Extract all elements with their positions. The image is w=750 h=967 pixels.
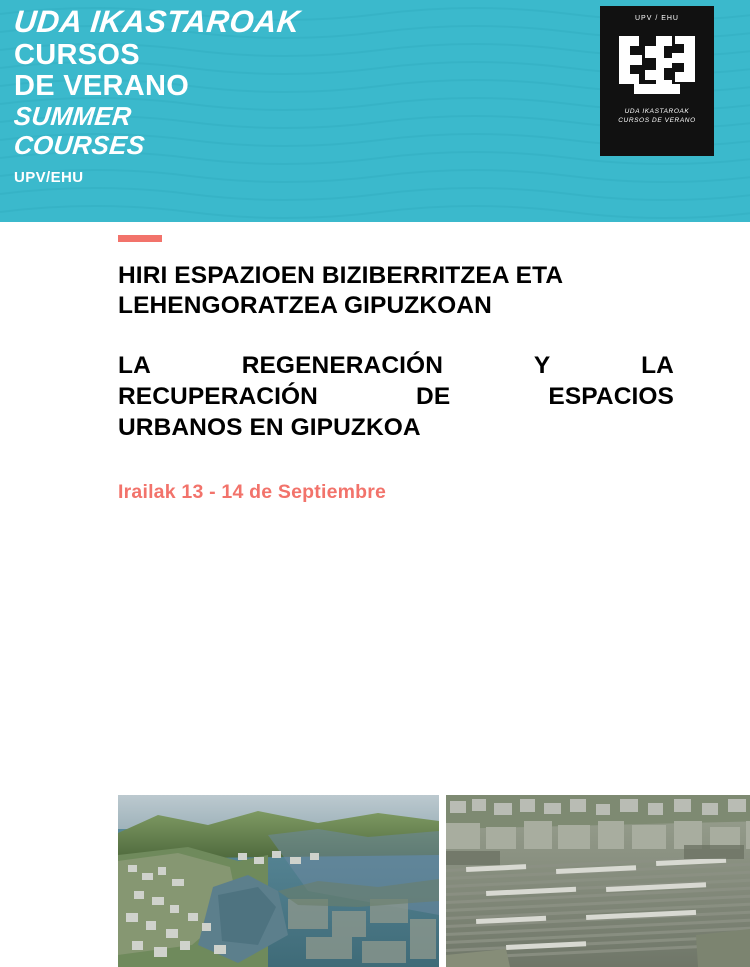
header-banner	[0, 0, 750, 222]
title-basque-line-2: LEHENGORATZEA GIPUZKOAN	[118, 292, 492, 319]
title-spanish	[118, 350, 674, 443]
brand-line-courses: COURSES	[12, 130, 147, 160]
aerial-photo-rail-yard	[446, 795, 750, 967]
brand-line-de-verano: DE VERANO	[14, 70, 190, 102]
accent-rule	[118, 235, 162, 242]
title-spanish-line-3: URBANOS EN GIPUZKOA	[118, 414, 421, 441]
brand-line-uda-ikastaroak: UDA IKASTAROAK	[12, 4, 302, 39]
logo-bottom-line-1: UDA IKASTAROAK	[624, 108, 690, 115]
brand-line-cursos: CURSOS	[14, 39, 140, 71]
logo-bottom-text	[600, 107, 714, 125]
upv-ehu-emblem-icon	[614, 28, 700, 102]
photo-strip	[118, 795, 750, 967]
title-basque-line-1: HIRI ESPAZIOEN BIZIBERRITZEA ETA	[118, 262, 564, 289]
upv-ehu-logo	[600, 6, 714, 156]
poster-content	[0, 235, 750, 504]
brand-line-upv-ehu: UPV/EHU	[14, 169, 84, 186]
title-basque	[118, 261, 698, 321]
title-block	[118, 261, 698, 443]
course-dates: Irailak 13 - 14 de Septiembre	[118, 481, 387, 503]
aerial-photo-coastal-port	[118, 795, 439, 967]
logo-top-text: UPV / EHU	[634, 15, 679, 22]
logo-bottom-line-2: CURSOS DE VERANO	[618, 117, 696, 124]
title-spanish-line-2: RECUPERACIÓN DE ESPACIOS	[118, 383, 674, 410]
brand-line-summer: SUMMER	[12, 101, 133, 131]
brand-wordmark	[14, 4, 300, 186]
title-spanish-line-1: LA REGENERACIÓN Y LA	[118, 352, 674, 379]
